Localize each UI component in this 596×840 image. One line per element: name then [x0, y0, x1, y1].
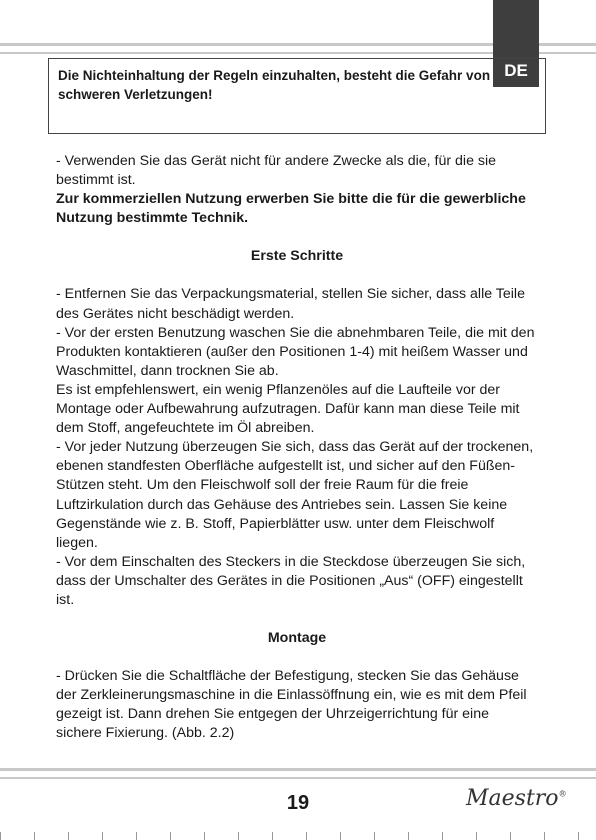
paragraph: - Entfernen Sie das Verpackungsmaterial, stellen Sie sicher, dass alle Teile des Gerätes nicht beschädigt werden.: [56, 286, 525, 322]
paragraph: - Vor der ersten Benutzung waschen Sie die abnehmbaren Teile, die mit den Produkten kontaktieren (außer den Positionen 1-4) mit heißem Wasser und Waschmittel, dann trocknen Sie ab.: [56, 324, 535, 379]
paragraph: - Vor dem Einschalten des Steckers in die Steckdose überzeugen Sie sich, dass der Umschalter des Gerätes in die Positionen „Aus“ (OFF) eingestellt ist.: [56, 553, 526, 608]
crop-marks: [0, 832, 596, 840]
paragraph: Es ist empfehlenswert, ein wenig Pflanzenöles auf die Laufteile vor der Montage oder Aufbewahrung aufzutragen. Dafür kann man diese Teile mit dem Stoff, angefeuchtete im Öl abreiben.: [56, 381, 520, 437]
footer-rule-top: [0, 768, 596, 771]
brand-logo: [466, 786, 567, 811]
footer-rule-bottom: [0, 777, 596, 779]
page-number: 19: [286, 792, 310, 814]
brand-name: Maestro: [466, 786, 559, 811]
warning-text: Die Nichteinhaltung der Regeln einzuhalten, besteht die Gefahr von schweren Verletzungen!: [58, 68, 491, 102]
intro-commercial-note: Zur kommerziellen Nutzung erwerben Sie bitte die für die gewerbliche Nutzung bestimmte Technik.: [56, 191, 526, 227]
paragraph: - Vor jeder Nutzung überzeugen Sie sich, dass das Gerät auf der trockenen, ebenen standfesten Oberfläche aufgestellt ist, und sicher auf den Füßen-Stützen steht. Um den Fleischwolf soll der freie Raum für die freie Luftzirkulation durch das Gehäuse des Antriebes sein. Lassen Sie keine Gegenstände wie z. B. Stoff, Papierblätter usw. unter dem Fleischwolf liegen.: [56, 439, 534, 551]
main-content: [56, 152, 538, 744]
registered-mark: ®: [558, 789, 567, 799]
section-heading-first-steps: Erste Schritte: [250, 248, 344, 265]
language-tab: DE: [493, 0, 539, 87]
paragraph: - Drücken Sie die Schaltfläche der Befestigung, stecken Sie das Gehäuse der Zerkleinerungsmaschine in die Einlassöffnung ein, wie es mit dem Pfeil gezeigt ist. Dann drehen Sie entgegen der Uhrzeigerrichtung für eine sichere Fixierung. (Abb. 2.2): [56, 668, 527, 742]
section-heading-assembly: Montage: [267, 630, 327, 647]
intro-paragraph: - Verwenden Sie das Gerät nicht für andere Zwecke als die, für die sie bestimmt ist.: [56, 153, 497, 189]
warning-box: [48, 58, 546, 134]
